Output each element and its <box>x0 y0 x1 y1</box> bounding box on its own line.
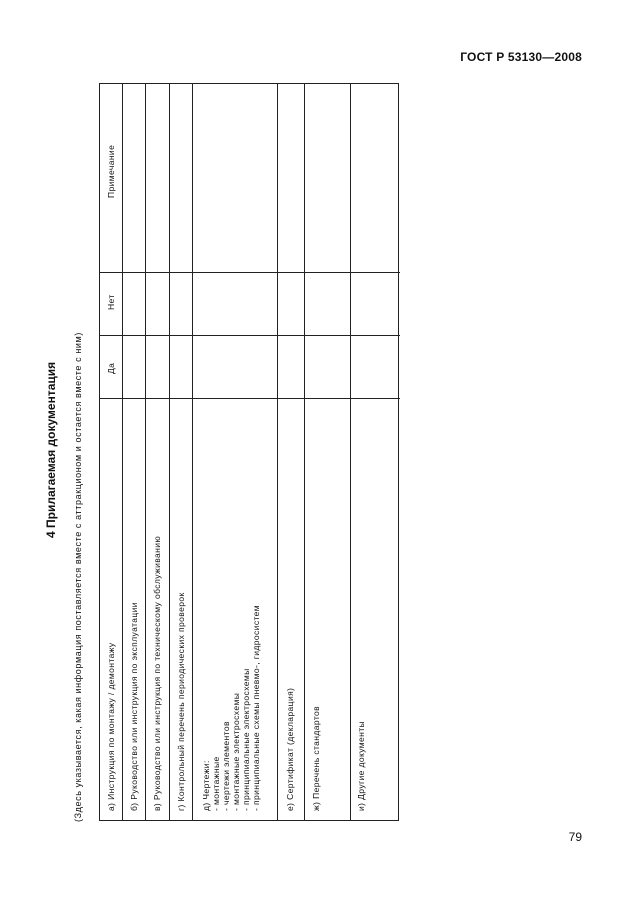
drawings-heading: д) Чертежи: <box>201 760 211 811</box>
row-label-b: б) Руководство или инструкция по эксплуатации <box>129 602 139 811</box>
row-divider <box>304 84 305 820</box>
row-label-d <box>201 605 261 811</box>
column-divider <box>100 335 400 336</box>
documentation-table <box>99 83 399 821</box>
section-note: (Здесь указывается, какая информация поставляется вместе с аттракционом и остается вместе с ним) <box>73 332 83 822</box>
drawings-item: - принципиальные схемы пневмо-, гидросистем <box>251 604 261 811</box>
row-divider <box>169 84 170 820</box>
row-divider <box>122 84 123 820</box>
row-label-zh: ж) Перечень стандартов <box>311 705 321 811</box>
col-header-remarks: Примечание <box>106 144 116 198</box>
row-label-i: и) Другие документы <box>356 720 366 811</box>
col-header-yes: Да <box>106 362 116 374</box>
page-number: 79 <box>568 830 582 844</box>
drawings-item: - монтажные электросхемы <box>231 692 241 811</box>
row-label-e: е) Сертификат (декларация) <box>285 687 295 811</box>
drawings-item: - принципиальные электросхемы <box>241 668 251 811</box>
row-label-g: г) Контрольный перечень периодических проверок <box>176 592 186 811</box>
row-label-a: а) Инструкция по монтажу / демонтажу <box>106 642 116 811</box>
row-label-v: в) Руководство или инструкция по техническому обслуживанию <box>152 535 162 811</box>
drawings-item: - монтажные <box>211 756 221 811</box>
row-divider <box>145 84 146 820</box>
section-title: 4 Прилагаемая документация <box>44 361 58 538</box>
drawings-item: - чертежи элементов <box>221 721 231 811</box>
row-divider <box>277 84 278 820</box>
page-header-standard-code: ГОСТ Р 53130—2008 <box>460 50 582 64</box>
row-divider <box>350 84 351 820</box>
column-divider <box>100 398 400 399</box>
col-header-no: Нет <box>106 294 116 310</box>
row-divider <box>192 84 193 820</box>
column-divider <box>100 272 400 273</box>
